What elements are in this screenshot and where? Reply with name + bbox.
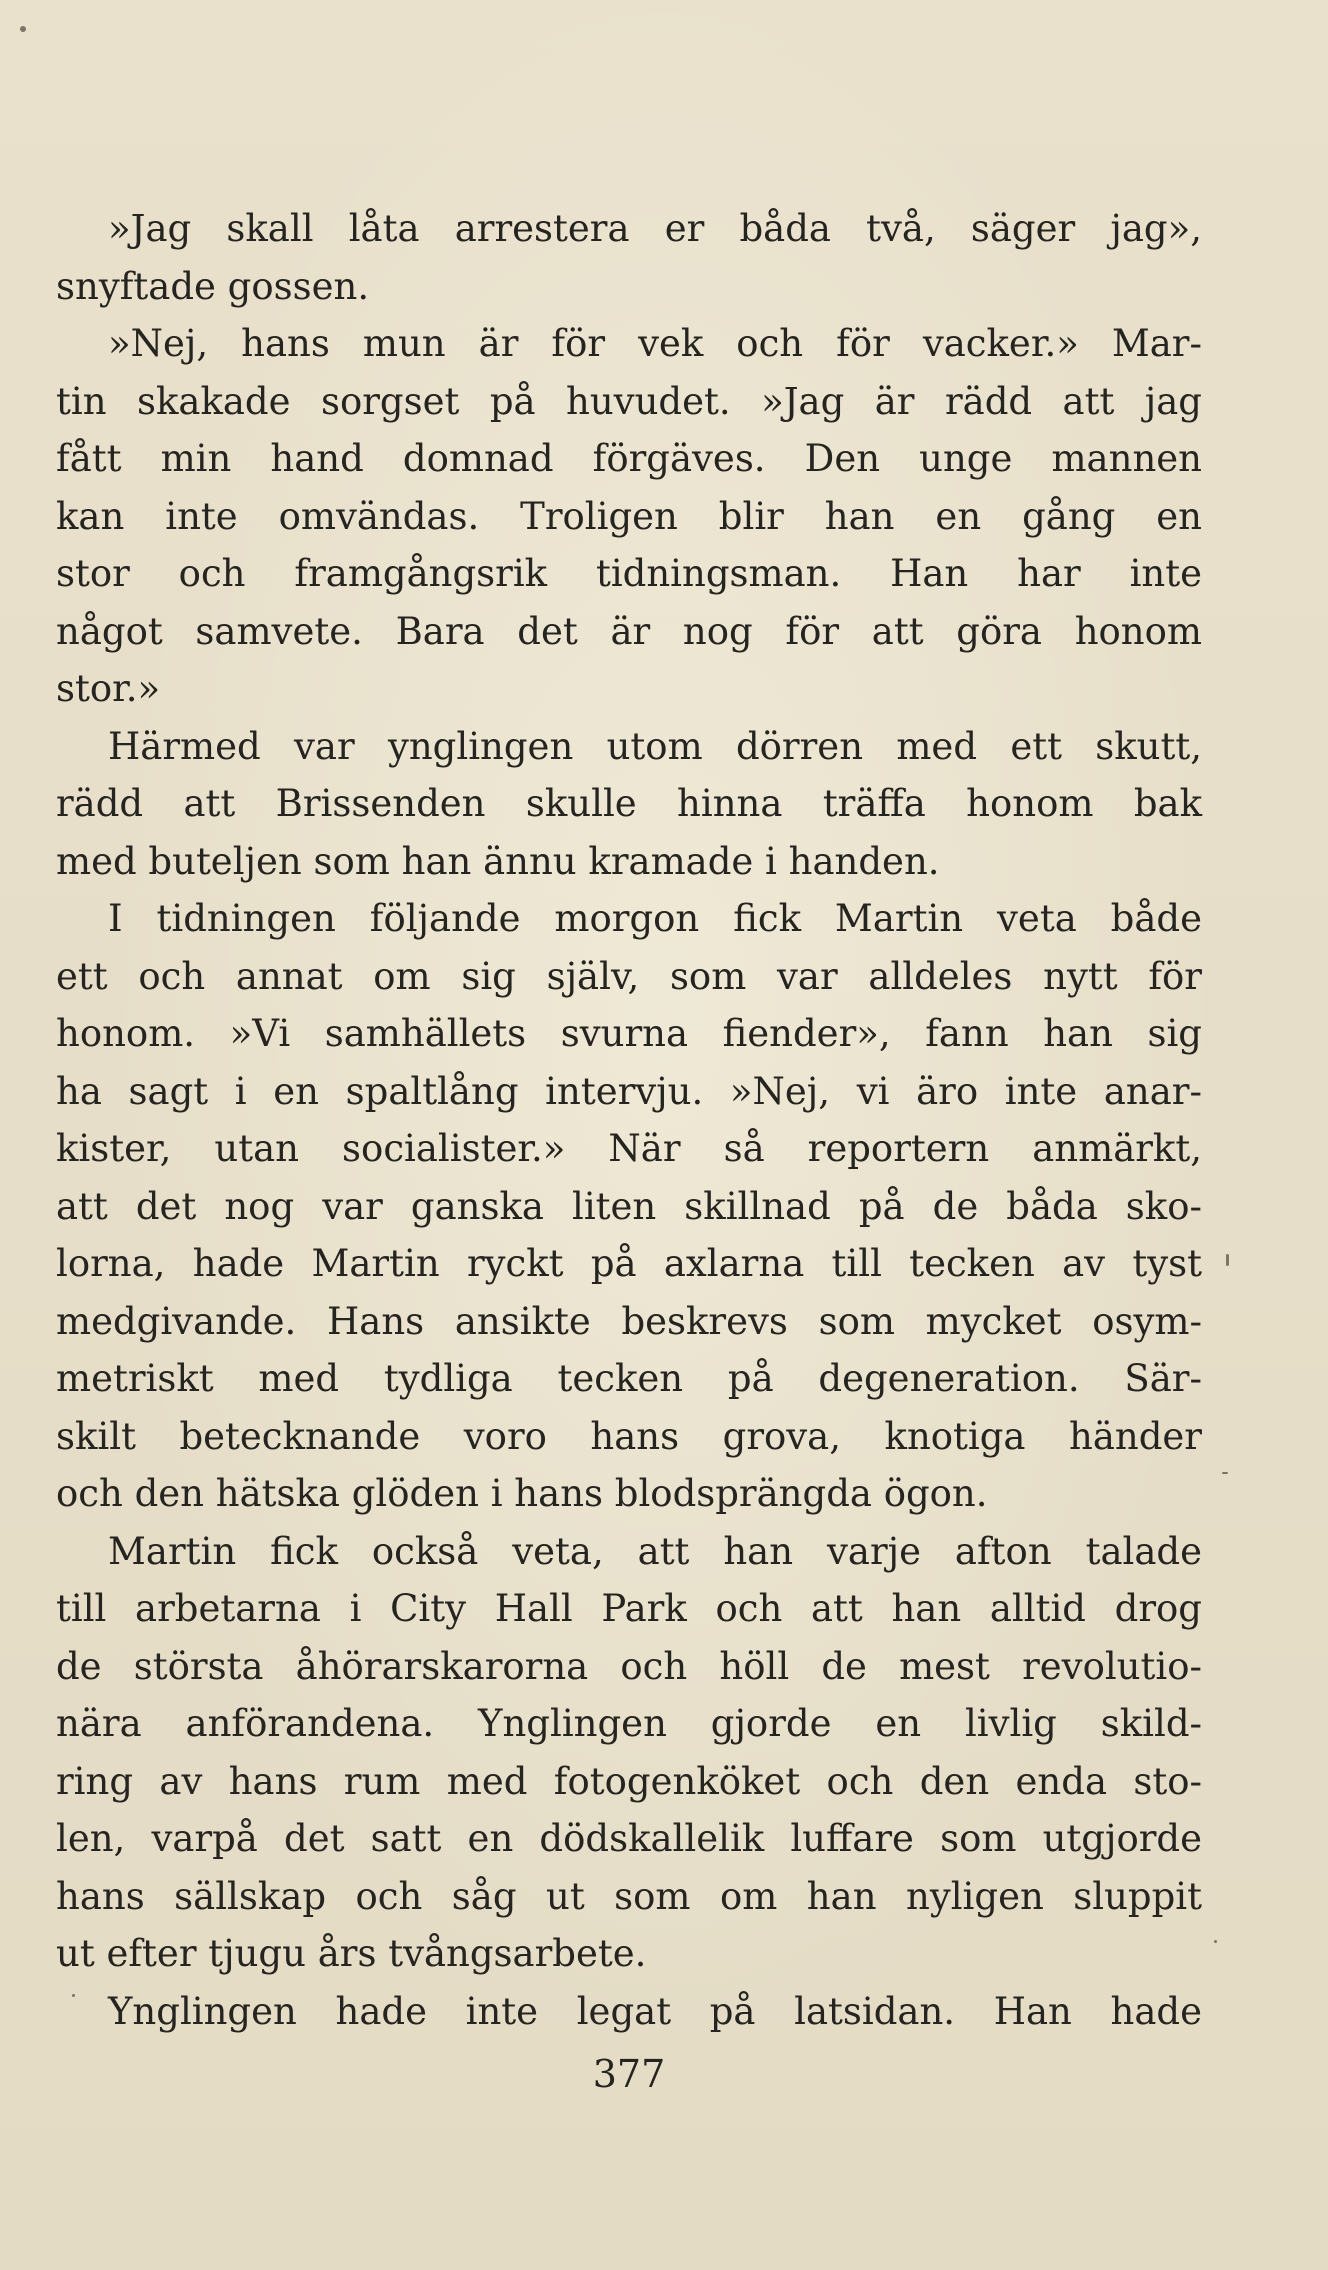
text-line: nära anförandena. Ynglingen gjorde en livlig skild- bbox=[56, 1702, 1202, 1745]
text-line: tin skakade sorgset på huvudet. »Jag är rädd att jag bbox=[56, 379, 1202, 423]
text-line: något samvete. Bara det är nog för att göra honom bbox=[56, 609, 1202, 653]
text-line: att det nog var ganska liten skillnad på de båda sko- bbox=[56, 1184, 1202, 1228]
text-line: ut efter tjugu års tvångsarbete. bbox=[56, 1932, 647, 1975]
text-line: och den hätska glöden i hans blodsprängda ögon. bbox=[56, 1472, 988, 1515]
text-line: de största åhörarskarorna och höll de mest revolutio- bbox=[56, 1644, 1202, 1688]
text-line: ett och annat om sig själv, som var alldeles nytt för bbox=[56, 954, 1202, 998]
text-line: rädd att Brissenden skulle hinna träffa honom bak bbox=[56, 782, 1202, 825]
text-line: skilt betecknande voro hans grova, knotiga händer bbox=[56, 1414, 1202, 1458]
text-line: »Jag skall låta arrestera er båda två, säger jag», bbox=[108, 207, 1202, 250]
text-line: ring av hans rum med fotogenköket och den enda sto- bbox=[56, 1759, 1202, 1803]
text-line: ha sagt i en spaltlång intervju. »Nej, vi äro inte anar- bbox=[56, 1069, 1202, 1113]
text-line: I tidningen följande morgon fick Martin veta både bbox=[108, 897, 1202, 940]
text-line: kister, utan socialister.» När så reportern anmärkt, bbox=[56, 1127, 1202, 1170]
paper-speck bbox=[20, 26, 26, 32]
text-line: len, varpå det satt en dödskallelik luffare som utgjorde bbox=[56, 1817, 1202, 1860]
text-line: Martin fick också veta, att han varje afton talade bbox=[108, 1529, 1202, 1573]
paper-speck bbox=[1226, 1254, 1229, 1266]
text-line: hans sällskap och såg ut som om han nyligen sluppit bbox=[56, 1874, 1202, 1918]
text-line: lorna, hade Martin ryckt på axlarna till tecken av tyst bbox=[56, 1242, 1202, 1285]
text-line: till arbetarna i City Hall Park och att han alltid drog bbox=[56, 1587, 1202, 1630]
text-line: fått min hand domnad förgäves. Den unge mannen bbox=[56, 437, 1202, 480]
text-line: stor och framgångsrik tidningsman. Han har inte bbox=[56, 552, 1202, 595]
paper-speck bbox=[72, 1994, 75, 1997]
text-line: stor.» bbox=[56, 667, 161, 710]
text-line: kan inte omvändas. Troligen blir han en gång en bbox=[56, 494, 1202, 538]
paper-speck bbox=[1222, 1472, 1228, 1474]
paper-speck bbox=[1214, 1940, 1217, 1943]
body-text bbox=[56, 200, 1202, 2040]
text-line: honom. »Vi samhällets svurna fiender», fann han sig bbox=[56, 1012, 1202, 1055]
text-line: Ynglingen hade inte legat på latsidan. Han hade bbox=[108, 1989, 1202, 2033]
text-line: medgivande. Hans ansikte beskrevs som mycket osym- bbox=[56, 1299, 1202, 1343]
page-number: 377 bbox=[592, 2052, 666, 2096]
text-line: med buteljen som han ännu kramade i handen. bbox=[56, 839, 940, 883]
text-line: metriskt med tydliga tecken på degeneration. Sär- bbox=[56, 1357, 1202, 1400]
text-line: »Nej, hans mun är för vek och för vacker.» Mar- bbox=[108, 322, 1202, 365]
text-line: snyftade gossen. bbox=[56, 264, 370, 308]
text-line: Härmed var ynglingen utom dörren med ett skutt, bbox=[108, 724, 1202, 768]
